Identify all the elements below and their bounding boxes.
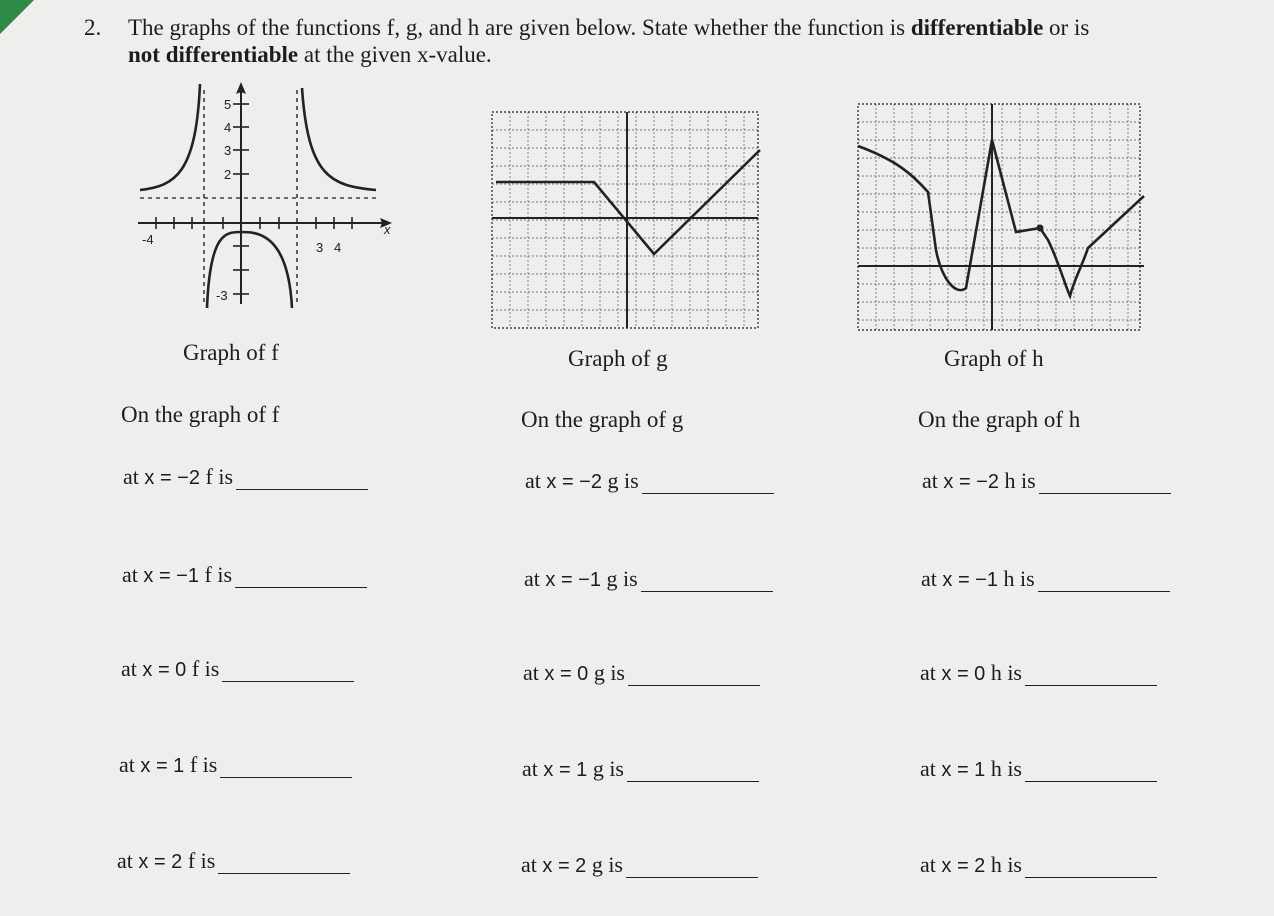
y-tick-label: 3 [224,143,232,158]
question-prefix: at [119,752,141,777]
question-prefix: at [122,562,144,587]
problem-line-1 [128,14,1089,41]
question-x-value: x = −2 [546,471,602,493]
answer-blank[interactable] [1025,761,1157,782]
answer-blank[interactable] [627,761,759,782]
question-g-3 [523,660,760,686]
question-suffix: f is [186,656,220,681]
problem-number: 2. [84,15,102,40]
question-suffix: h is [985,660,1022,685]
question-prefix: at [920,660,942,685]
problem-text: or is [1043,15,1090,40]
question-suffix: f is [184,752,218,777]
problem-line-2 [128,41,492,68]
question-suffix: h is [985,756,1022,781]
answer-blank[interactable] [626,857,758,878]
y-tick-label: 4 [224,120,232,135]
question-g-4 [522,756,759,782]
keyword-differentiable: differentiable [910,15,1044,40]
answer-blank[interactable] [642,473,774,494]
question-suffix: g is [602,468,639,493]
function-h-curve [858,140,1144,296]
question-prefix: at [121,656,143,681]
graph-f-caption: Graph of f [183,340,279,365]
question-suffix: g is [601,566,638,591]
question-h-5 [920,852,1157,878]
question-x-value: x = −2 [144,467,200,489]
function-h-point [1037,225,1043,231]
question-g-1 [525,468,774,494]
question-prefix: at [920,756,942,781]
question-h-2 [921,566,1170,592]
question-prefix: at [525,468,547,493]
question-prefix: at [524,566,546,591]
y-tick-label: 2 [224,167,232,182]
answer-blank[interactable] [236,469,368,490]
question-suffix: f is [200,464,233,489]
question-g-5 [521,852,758,878]
answer-blank[interactable] [222,661,354,682]
graph-h-caption: Graph of h [944,346,1044,371]
graph-f [130,82,400,314]
grid-lines [858,104,1140,330]
keyword-not-differentiable: not differentiable [128,42,299,67]
answer-blank[interactable] [628,665,760,686]
answer-blank[interactable] [220,757,352,778]
question-x-value: x = 2 [542,855,587,877]
question-f-2 [122,562,367,588]
question-x-value: x = 2 [138,851,183,873]
curve-left-branch [140,84,200,190]
question-prefix: at [522,756,544,781]
section-header-g: On the graph of g [521,407,684,432]
question-suffix: f is [182,848,216,873]
question-suffix: h is [998,566,1035,591]
answer-blank[interactable] [1038,571,1170,592]
page-corner-mark [0,0,34,34]
question-x-value: x = 2 [941,855,986,877]
question-h-1 [922,468,1171,494]
question-g-2 [524,566,773,592]
question-h-3 [920,660,1157,686]
question-x-value: x = 1 [543,759,588,781]
x-tick-label: 3 [316,240,324,255]
question-suffix: g is [586,852,623,877]
question-prefix: at [123,464,145,489]
graph-g [490,110,762,332]
question-suffix: h is [985,852,1022,877]
answer-blank[interactable] [1039,473,1171,494]
question-f-1 [123,464,368,490]
question-x-value: x = −1 [545,569,601,591]
problem-text: at the given x-value. [298,42,492,67]
answer-blank[interactable] [218,853,350,874]
question-x-value: x = 0 [544,663,589,685]
curve-right-branch [302,88,376,190]
question-x-value: x = 1 [941,759,986,781]
x-tick-label: 4 [334,240,342,255]
question-prefix: at [922,468,944,493]
question-x-value: x = 0 [142,659,187,681]
question-h-4 [920,756,1157,782]
answer-blank[interactable] [641,571,773,592]
question-prefix: at [523,660,545,685]
question-x-value: x = −1 [942,569,998,591]
question-x-value: x = 1 [140,755,185,777]
question-suffix: g is [588,660,625,685]
question-f-5 [117,848,350,874]
answer-blank[interactable] [1025,665,1157,686]
answer-blank[interactable] [235,567,367,588]
section-header-h: On the graph of h [918,407,1081,432]
question-suffix: h is [999,468,1036,493]
grid-border [858,104,1140,330]
question-f-4 [119,752,352,778]
x-axis-label: x [384,222,391,237]
question-suffix: g is [587,756,624,781]
section-header-f: On the graph of f [121,402,280,427]
question-suffix: f is [199,562,232,587]
question-prefix: at [521,852,543,877]
graph-h [856,100,1148,334]
question-f-3 [121,656,354,682]
x-tick-label: -4 [142,232,154,247]
question-prefix: at [921,566,943,591]
question-x-value: x = 0 [941,663,986,685]
question-prefix: at [117,848,139,873]
question-x-value: x = −1 [143,565,199,587]
question-x-value: x = −2 [943,471,999,493]
question-prefix: at [920,852,942,877]
answer-blank[interactable] [1025,857,1157,878]
graph-g-caption: Graph of g [568,346,668,371]
y-tick-label: -3 [216,288,228,303]
y-tick-label: 5 [224,97,232,112]
problem-text: The graphs of the functions f, g, and h are given below. State whether the function is [128,15,911,40]
